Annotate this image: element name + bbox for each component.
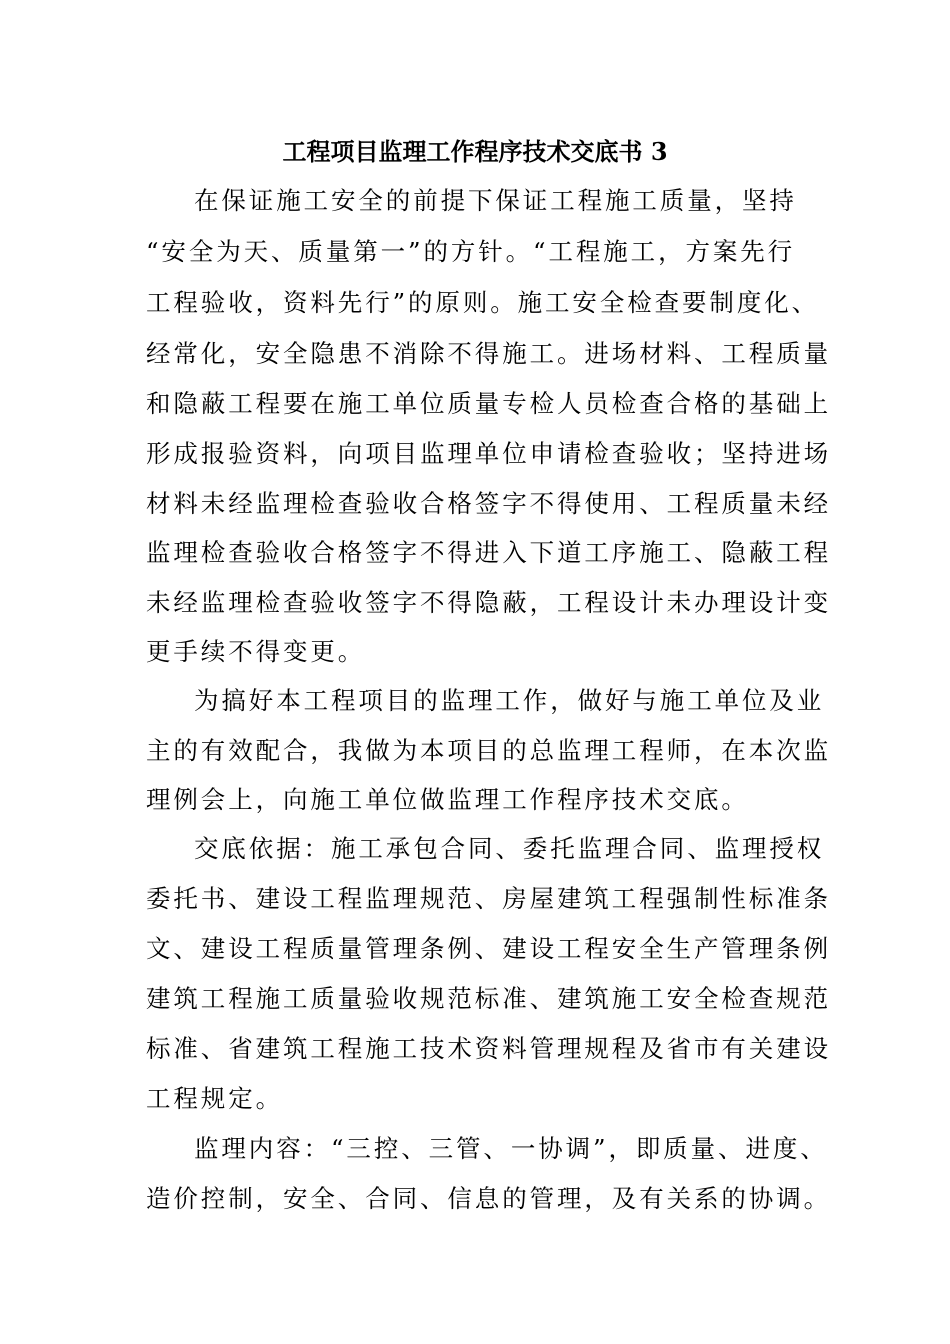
paragraph-2-line: 主的有效配合，我做为本项目的总监理工程师，在本次监 xyxy=(146,736,831,765)
document-title: 工程项目监理工作程序技术交底书 3 xyxy=(282,137,668,166)
paragraph-3-line: 委托书、建设工程监理规范、房屋建筑工程强制性标准条 xyxy=(146,884,831,913)
paragraph-3-line: 建筑工程施工质量验收规范标准、建筑施工安全检查规范 xyxy=(146,984,831,1013)
paragraph-2-line: 理例会上，向施工单位做监理工作程序技术交底。 xyxy=(146,785,749,814)
paragraph-3-line: 交底依据：施工承包合同、委托监理合同、监理授权 xyxy=(194,834,825,863)
paragraph-1-line: 在保证施工安全的前提下保证工程施工质量，坚持 xyxy=(194,186,797,215)
paragraph-3-line: 工程规定。 xyxy=(146,1084,283,1113)
paragraph-2-line: 为搞好本工程项目的监理工作，做好与施工单位及业 xyxy=(194,686,825,715)
paragraph-1-line: 经常化，安全隐患不消除不得施工。进场材料、工程质量 xyxy=(146,339,831,368)
paragraph-1-line: 更手续不得变更。 xyxy=(146,637,366,666)
paragraph-1-line: “安全为天、质量第一”的方针。“工程施工，方案先行 xyxy=(146,237,796,266)
paragraph-1-line: 形成报验资料，向项目监理单位申请检查验收；坚持进场 xyxy=(146,439,831,468)
paragraph-1-line: 和隐蔽工程要在施工单位质量专检人员检查合格的基础上 xyxy=(146,389,831,418)
paragraph-3-line: 标准、省建筑工程施工技术资料管理规程及省市有关建设 xyxy=(146,1034,831,1063)
paragraph-1-line: 材料未经监理检查验收合格签字不得使用、工程质量未经 xyxy=(146,489,831,518)
paragraph-4-line: 监理内容：“三控、三管、一协调”，即质量、进度、 xyxy=(194,1134,828,1163)
paragraph-3-line: 文、建设工程质量管理条例、建设工程安全生产管理条例 xyxy=(146,934,831,963)
paragraph-4-line: 造价控制，安全、合同、信息的管理，及有关系的协调。 xyxy=(146,1184,831,1213)
paragraph-1-line: 监理检查验收合格签字不得进入下道工序施工、隐蔽工程 xyxy=(146,538,831,567)
paragraph-1-line: 工程验收，资料先行”的原则。施工安全检查要制度化、 xyxy=(146,288,820,317)
paragraph-1-line: 未经监理检查验收签字不得隐蔽，工程设计未办理设计变 xyxy=(146,588,831,617)
